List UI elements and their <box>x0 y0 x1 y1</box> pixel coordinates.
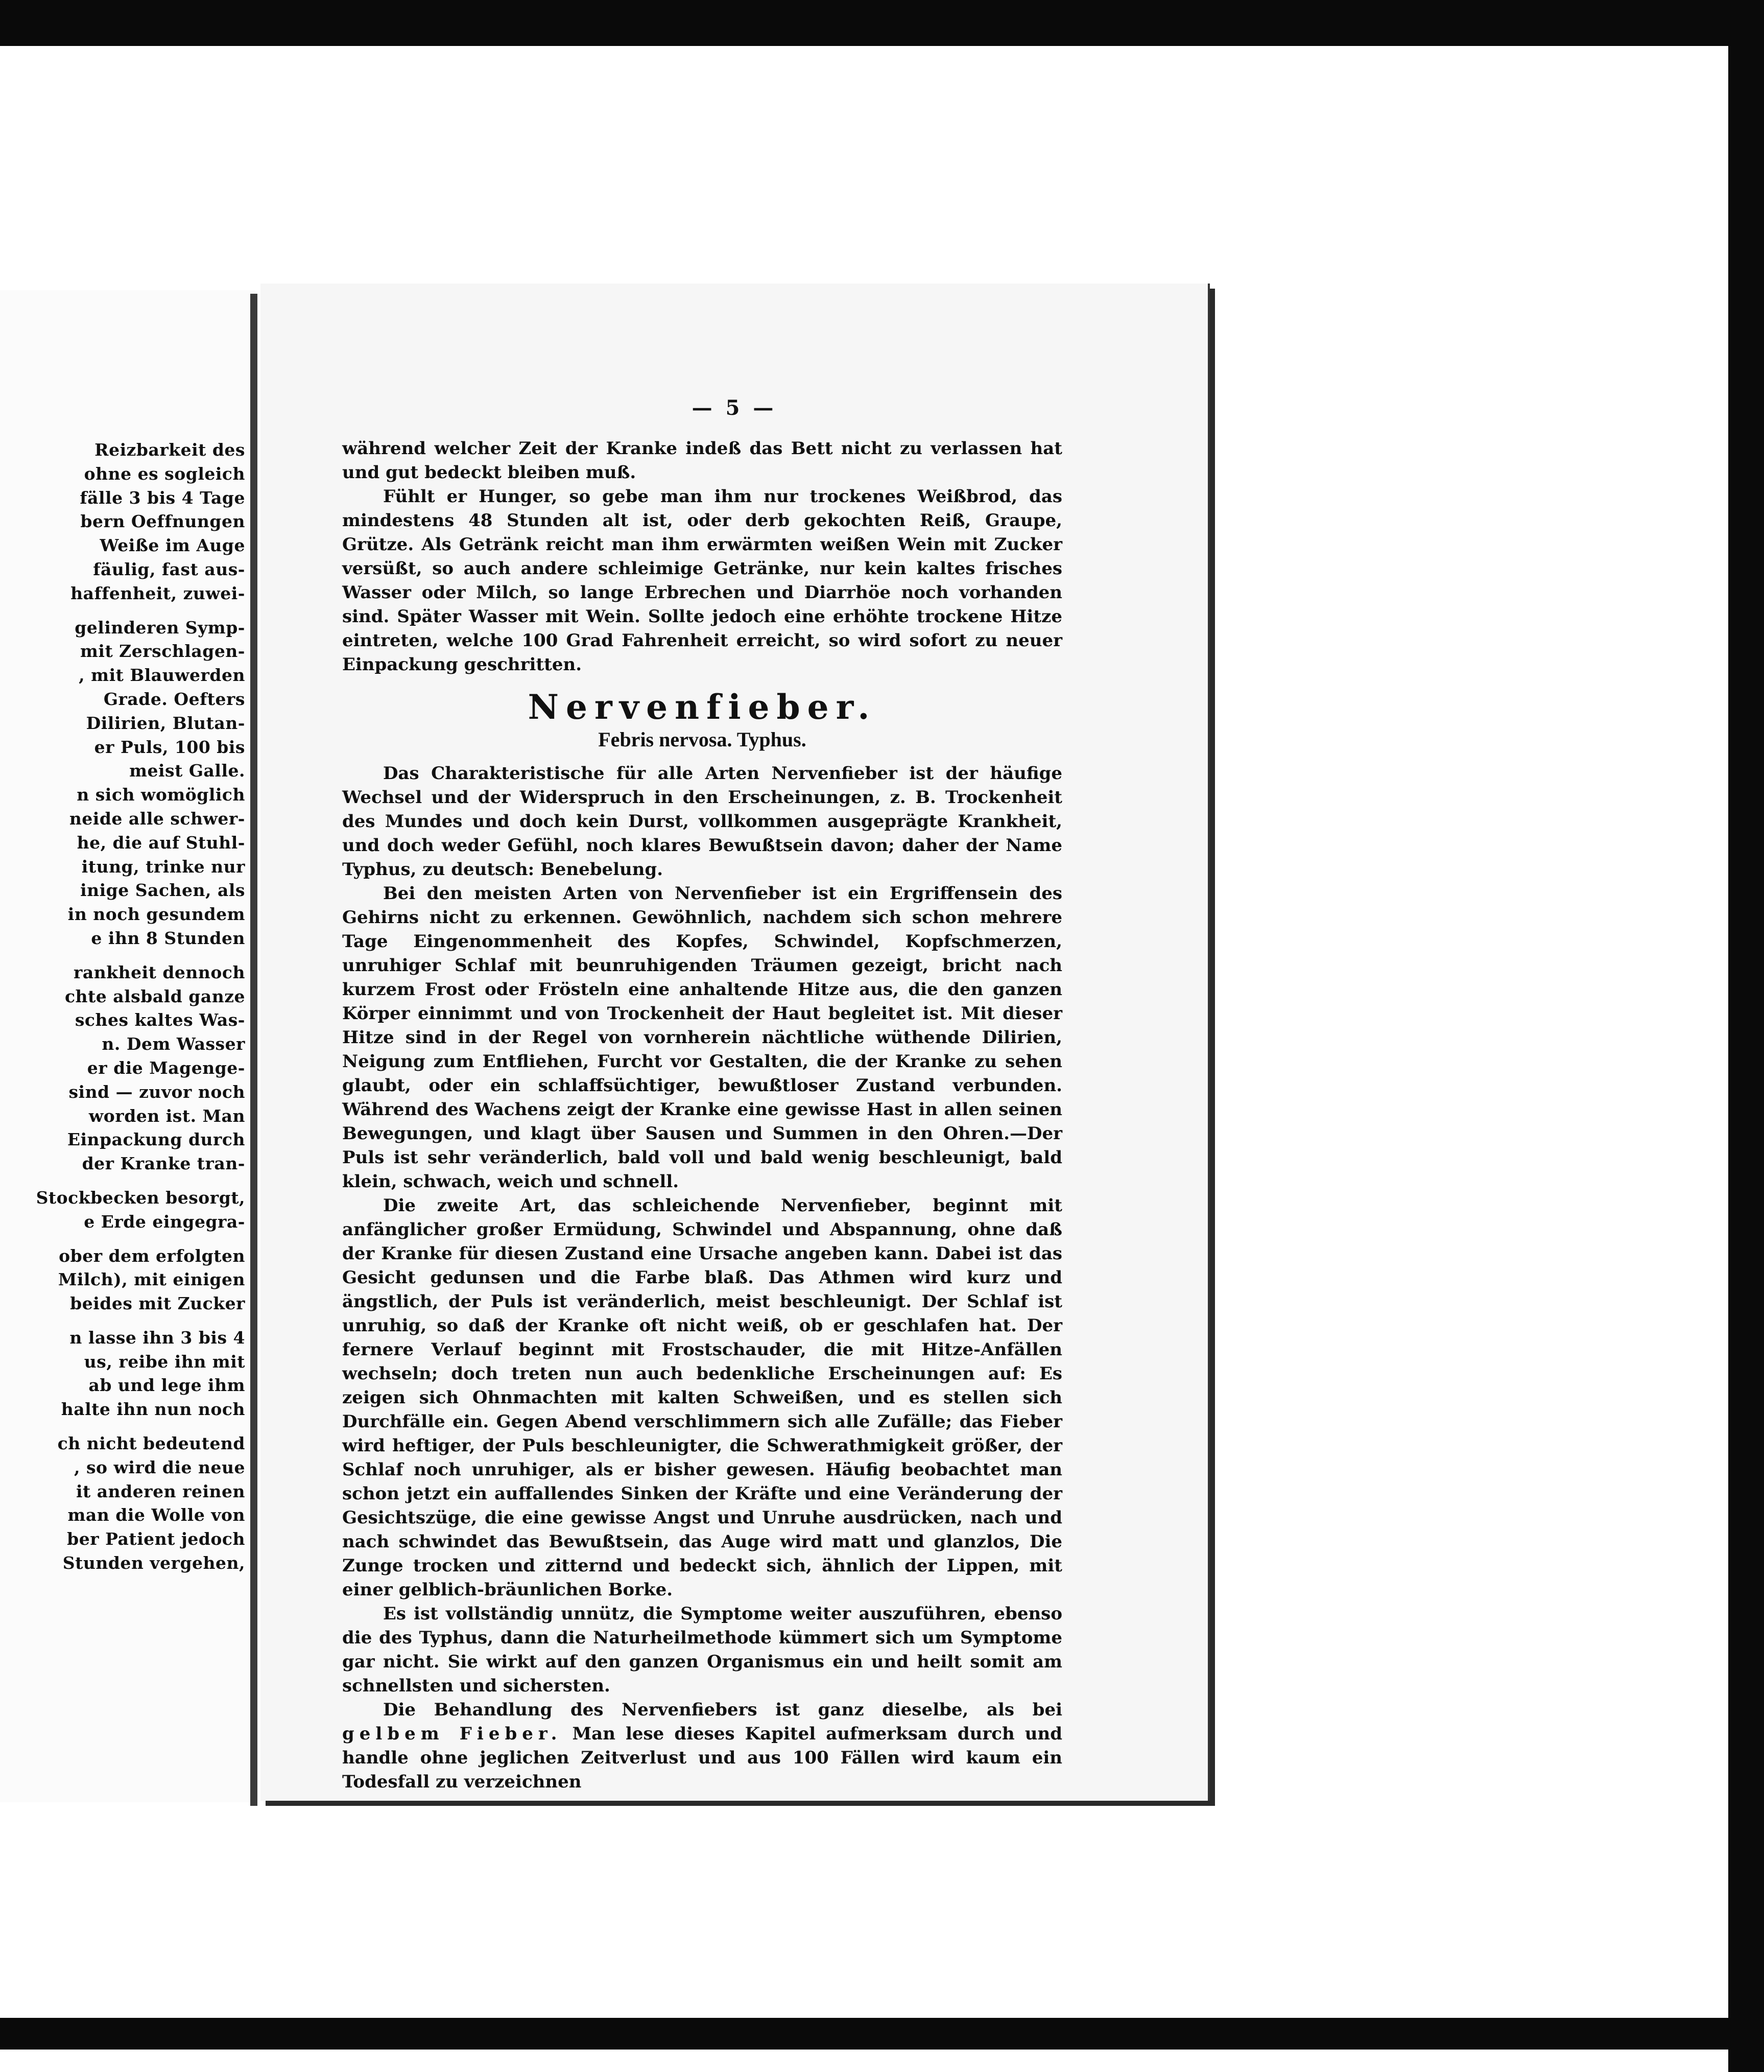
spaced-emphasis: gelbem Fieber. <box>342 1724 562 1744</box>
left-page-line: haffenheit, zuwei- <box>70 583 245 603</box>
scan-border-bottom <box>0 2018 1764 2050</box>
left-page-line <box>0 606 245 616</box>
left-page-line <box>0 1316 245 1326</box>
left-page-line: n sich womöglich <box>77 785 245 805</box>
left-page-line: mit Zerschlagen- <box>80 641 245 662</box>
left-page-line <box>0 1176 245 1186</box>
scan-border-right <box>1728 0 1764 2072</box>
book-spine <box>250 294 257 1806</box>
left-page-line: ber Patient jedoch <box>67 1529 245 1549</box>
paragraph: Fühlt er Hunger, so gebe man ihm nur trockenes Weißbrod, das mindestens 48 Stunden alt ist, oder derb gekochten Reiß, Graupe, Grütze. Als Getränk reicht man ihm erwärmten weißen Wein mit Zucker versüßt, so auch andere schleimige Getränke, nur kein kaltes frisches Wasser oder Milch, so lange Erbrechen und Diarrhöe noch vorhanden sind. Später Wasser mit Wein. Sollte jedoch eine erhöhte trockene Hitze eintreten, welche 100 Grad Fahrenheit erreicht, so wird sofort zu neuer Einpackung geschritten. <box>342 486 1062 675</box>
left-page-line: Grade. Oefters <box>103 689 245 709</box>
left-page-line: chte alsbald ganze <box>64 986 245 1006</box>
paragraph: während welcher Zeit der Kranke indeß das Bett nicht zu verlassen hat und gut bedeckt bleiben muß. <box>342 438 1062 483</box>
left-page-line: gelinderen Symp- <box>75 617 245 638</box>
left-page-line: he, die auf Stuhl- <box>77 832 245 853</box>
left-page-line: fälle 3 bis 4 Tage <box>80 487 245 508</box>
left-page-line <box>0 951 245 961</box>
left-page-line: neide alle schwer- <box>69 808 245 829</box>
section-heading: Nervenfieber. <box>528 687 877 727</box>
paragraph <box>342 1698 1062 1794</box>
page-body <box>342 437 1062 1794</box>
left-page-line: worden ist. Man <box>88 1105 245 1126</box>
left-page-line: e Erde eingegra- <box>84 1211 245 1232</box>
left-page-line: Stunden vergehen, <box>62 1553 245 1573</box>
left-page-line: inige Sachen, als <box>80 880 245 901</box>
left-page-line: n lasse ihn 3 bis 4 <box>69 1327 245 1348</box>
page-number: — 5 — <box>692 396 777 420</box>
left-page-line: halte ihn nun noch <box>61 1399 245 1420</box>
left-page-line <box>0 1422 245 1432</box>
left-page-line: e ihn 8 Stunden <box>91 928 245 948</box>
left-page-line: Milch), mit einigen <box>58 1269 245 1290</box>
left-page-line: rankheit dennoch <box>73 962 245 982</box>
left-page-line: itung, trinke nur <box>81 856 245 877</box>
left-page-line: er Puls, 100 bis <box>94 737 245 757</box>
left-page-line: ohne es sogleich <box>84 463 245 484</box>
left-page-line: ab und lege ihm <box>88 1375 245 1396</box>
section-subheading: Febris nervosa. Typhus. <box>598 728 806 751</box>
left-page-line: Stockbecken besorgt, <box>36 1187 245 1208</box>
paragraph-end: Man lese dieses Kapitel aufmerksam durch und handle ohne jeglichen Zeitverlust und aus 100 Fällen wird kaum ein Todesfall zu verzeichnen <box>342 1724 1062 1792</box>
left-page-line: Dilirien, Blutan- <box>86 713 245 733</box>
left-page-line: Weiße im Auge <box>100 535 245 556</box>
left-page-line: sind — zuvor noch <box>68 1081 245 1102</box>
left-page-line: Reizbarkeit des <box>94 440 245 460</box>
paragraph-start: Die Behandlung des Nervenfiebers ist ganz dieselbe, als bei <box>383 1700 1062 1720</box>
paragraph: Das Charakteristische für alle Arten Nervenfieber ist der häufige Wechsel und der Widerspruch in den Erscheinungen, z. B. Trockenheit des Mundes und doch kein Durst, vollkommen ausgeprägte Krankheit, und doch weder Gefühl, noch klares Bewußtsein davon; daher der Name Typhus, zu deutsch: Benebelung. <box>342 763 1062 880</box>
left-page-line: it anderen reinen <box>76 1481 245 1501</box>
left-page-line: ober dem erfolgten <box>59 1245 245 1266</box>
right-page <box>260 284 1210 1801</box>
paragraph: Es ist vollständig unnütz, die Symptome weiter auszuführen, ebenso die des Typhus, dann die Naturheilmethode kümmert sich um Symptome gar nicht. Sie wirkt auf den ganzen Organismus ein und heilt somit am schnellsten und sichersten. <box>342 1604 1062 1696</box>
left-page <box>0 290 255 1802</box>
left-page-line <box>0 1234 245 1244</box>
left-page-line: in noch gesundem <box>67 904 245 925</box>
left-page-line: der Kranke tran- <box>82 1153 245 1174</box>
left-page-line: , so wird die neue <box>74 1457 245 1477</box>
scan-border-top <box>0 0 1764 46</box>
left-page-line: sches kaltes Was- <box>75 1010 245 1030</box>
left-page-line: beides mit Zucker <box>70 1293 245 1314</box>
left-page-line: man die Wolle von <box>67 1505 245 1525</box>
left-page-line: us, reibe ihn mit <box>84 1351 245 1372</box>
left-page-line: fäulig, fast aus- <box>93 559 245 579</box>
left-page-line: bern Oeffnungen <box>80 511 245 532</box>
left-page-line: ch nicht bedeutend <box>57 1433 245 1454</box>
left-page-line: n. Dem Wasser <box>102 1034 245 1054</box>
left-page-line: , mit Blauwerden <box>79 665 245 686</box>
left-page-line: er die Magenge- <box>87 1057 245 1078</box>
paragraph: Bei den meisten Arten von Nervenfieber ist ein Ergriffensein des Gehirns nicht zu erkennen. Gewöhnlich, nachdem sich schon mehrere Tage Eingenommenheit des Kopfes, Schwindel, Kopfschmerzen, unruhiger Schlaf mit beunruhigenden Träumen gezeigt, bricht nach kurzem Frost oder Frösteln eine anhaltende Hitze aus, die den ganzen Körper einnimmt und von Trockenheit der Haut begleitet ist. Mit dieser Hitze sind in der Regel von vornherein nächtliche wüthende Dilirien, Neigung zum Entfliehen, Furcht vor Gestalten, die der Kranke zu sehen glaubt, oder ein schlaffsüchtiger, bewußtloser Zustand verbunden. Während des Wachens zeigt der Kranke eine gewisse Hast in allen seinen Bewegungen, und klagt über Sausen und Summen in den Ohren.—Der Puls ist sehr veränderlich, bald voll und bald wenig beschleunigt, bald klein, schwach, weich und schnell. <box>342 883 1062 1192</box>
left-page-line: Einpackung durch <box>67 1129 245 1150</box>
paragraph: Die zweite Art, das schleichende Nervenfieber, beginnt mit anfänglicher großer Ermüdung, Schwindel und Abspannung, ohne daß der Kranke für diesen Zustand eine Ursache angeben kann. Dabei ist das Gesicht gedunsen und die Farbe blaß. Das Athmen wird kurz und ängstlich, der Puls ist veränderlich, meist beschleunigt. Der Schlaf ist unruhig, so daß der Kranke oft nicht weiß, ob er geschlafen hat. Der fernere Verlauf beginnt mit Frostschauder, die mit Hitze-Anfällen wechseln; doch treten nun auch bedenkliche Erscheinungen auf: Es zeigen sich Ohnmachten mit kalten Schweißen, und es stellen sich Durchfälle ein. Gegen Abend verschlimmern sich alle Zufälle; das Fieber wird heftiger, der Puls beschleunigter, die Schwerathmigkeit größer, der Schlaf noch unruhiger, als er bisher gewesen. Häufig beobachtet man schon jetzt ein auffallendes Sinken der Kräfte und eine Veränderung der Gesichtszüge, die eine gewisse Angst und Unruhe ausdrücken, nach und nach schwindet das Bewußtsein, das Auge wird matt und glanzlos, Die Zunge trocken und zitternd und bedeckt sich, ähnlich der Lippen, mit einer gelblich-bräunlichen Borke. <box>342 1195 1062 1600</box>
left-page-line: meist Galle. <box>129 761 245 781</box>
left-page-text <box>0 438 245 1575</box>
